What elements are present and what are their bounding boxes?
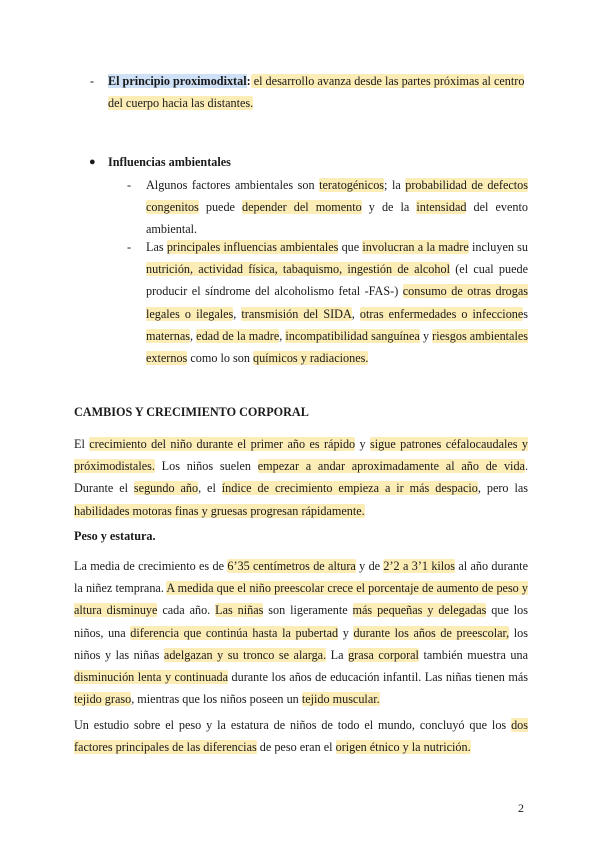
dash-marker: - [127,178,132,192]
highlight: dos factores principales de las diferencias [74,718,528,755]
text: La [326,647,349,662]
text: , mientras que los niños poseen un [131,692,302,707]
sub-heading: Peso y estatura. [74,529,156,543]
text: (el cual puede producir el síndrome del alcoholismo fetal -FAS-) [146,262,528,299]
text: y [338,625,354,640]
text: , [233,306,242,321]
highlight: origen étnico y la nutrición. [335,740,471,755]
text: Algunos factores ambientales son [146,178,320,192]
highlight: crecimiento del niño durante el primer año es rápido [89,437,356,451]
text: también muestra una [418,647,528,662]
list-item-proximodistal [108,70,528,114]
highlight: involucran a la madre [362,240,469,254]
highlight: índice de crecimiento empieza a ir más despacio [221,481,478,496]
highlight: maternas [146,328,190,343]
text: que los niños, una [74,603,529,640]
text: que [338,240,363,254]
text: durante los años de educación infantil. Las niñas tienen más [228,670,528,685]
text-highlight: el desarrollo avanza desde las partes próximas al centro [250,74,525,88]
highlight: teratogénicos [319,178,385,192]
colon: : [246,74,251,88]
text: . [160,581,167,596]
text: , el [198,481,222,496]
highlight: tejido muscular. [301,692,380,707]
text: , pero las [477,481,528,496]
highlight: Las niñas [215,603,264,618]
text: ; la [384,178,406,192]
highlight: riesgos ambientales externos [146,328,528,366]
highlight: A medida que el niño preescolar crece el porcentaje de aumento de peso y altura disminuye [74,581,529,618]
highlight: principales influencias ambientales [166,240,339,254]
highlight: durante los años de preescolar, [353,625,510,640]
text: y [355,437,371,451]
text: incluyen su [468,240,528,254]
highlight: depender del momento [242,200,362,215]
paragraph-growth [74,433,528,522]
highlight: grasa corporal [348,647,419,662]
highlight: otras enfermedades o infeccione [359,306,524,321]
text: como lo son [187,351,253,366]
text: , [279,328,286,343]
highlight: intensidad [416,200,467,215]
sub-item-1 [146,174,528,241]
highlight: congenitos [146,200,199,215]
text: Un estudio sobre el peso y la estatura de niños de todo el mundo, concluyó que los [74,718,512,732]
dash-marker: - [127,240,132,254]
line [108,70,528,92]
highlight: transmisión del SIDA [241,306,352,321]
page-number: 2 [518,801,524,815]
text: y de [355,559,384,573]
highlight: nutrición, actividad física, tabaquismo, ingestión de alcohol [146,262,450,277]
highlight: químicos y radiaciones. [252,351,369,366]
text: Los niños suelen [154,459,258,474]
highlight: 2’2 a 3’1 kilos [383,559,456,573]
highlight: 6’35 centímetros de altura [227,559,356,573]
text: . Durante el [74,459,528,496]
highlight: edad de la madre [196,328,280,343]
text: y de la [361,200,417,215]
paragraph-study [74,714,528,758]
text: los niños y las niñas [74,625,528,662]
highlight: diferencia que continúa hasta la pubertad [130,625,339,640]
highlight: adelgazan y su tronco se alarga. [163,647,327,662]
text: puede [198,200,243,215]
text: s [523,306,529,321]
text: , [190,328,197,343]
text: La media de crecimiento es de [74,559,228,573]
text: cada año. [157,603,216,618]
highlight: más pequeñas y delegadas [352,603,487,618]
sub-item-2 [146,236,528,369]
highlight: probabilidad de defectos [405,178,528,192]
text: son ligeramente [263,603,353,618]
term-highlight: El principio proximodixtal [108,74,247,88]
text: al año durante la niñez temprana [74,559,528,596]
line [108,92,528,114]
text: Las [146,240,167,254]
bullet-marker: ● [89,156,96,168]
highlight: consumo de otras drogas legales o ilegales [146,284,528,321]
highlight: tejido graso [74,692,132,707]
text: El [74,437,90,451]
dash-marker: - [90,74,95,88]
text: , [351,306,360,321]
highlight: habilidades motoras finas y gruesas progresan rápidamente. [74,503,365,518]
text: de peso eran el [256,740,336,755]
text: del evento ambiental. [146,200,528,237]
influencias-title: Influencias ambientales [108,155,231,169]
highlight: incompatibilidad sanguínea [285,328,420,343]
highlight: segundo año [133,481,199,496]
highlight: disminución lenta y continuada [74,670,229,685]
highlight: sigue patrones céfalocaudales y próximodistales. [74,437,529,474]
text: y [419,328,433,343]
paragraph-weight-height [74,555,528,710]
section-heading: CAMBIOS Y CRECIMIENTO CORPORAL [74,405,309,419]
text-highlight: del cuerpo hacia las distantes. [108,96,254,111]
highlight: empezar a andar aproximadamente al año de vida [257,459,525,474]
